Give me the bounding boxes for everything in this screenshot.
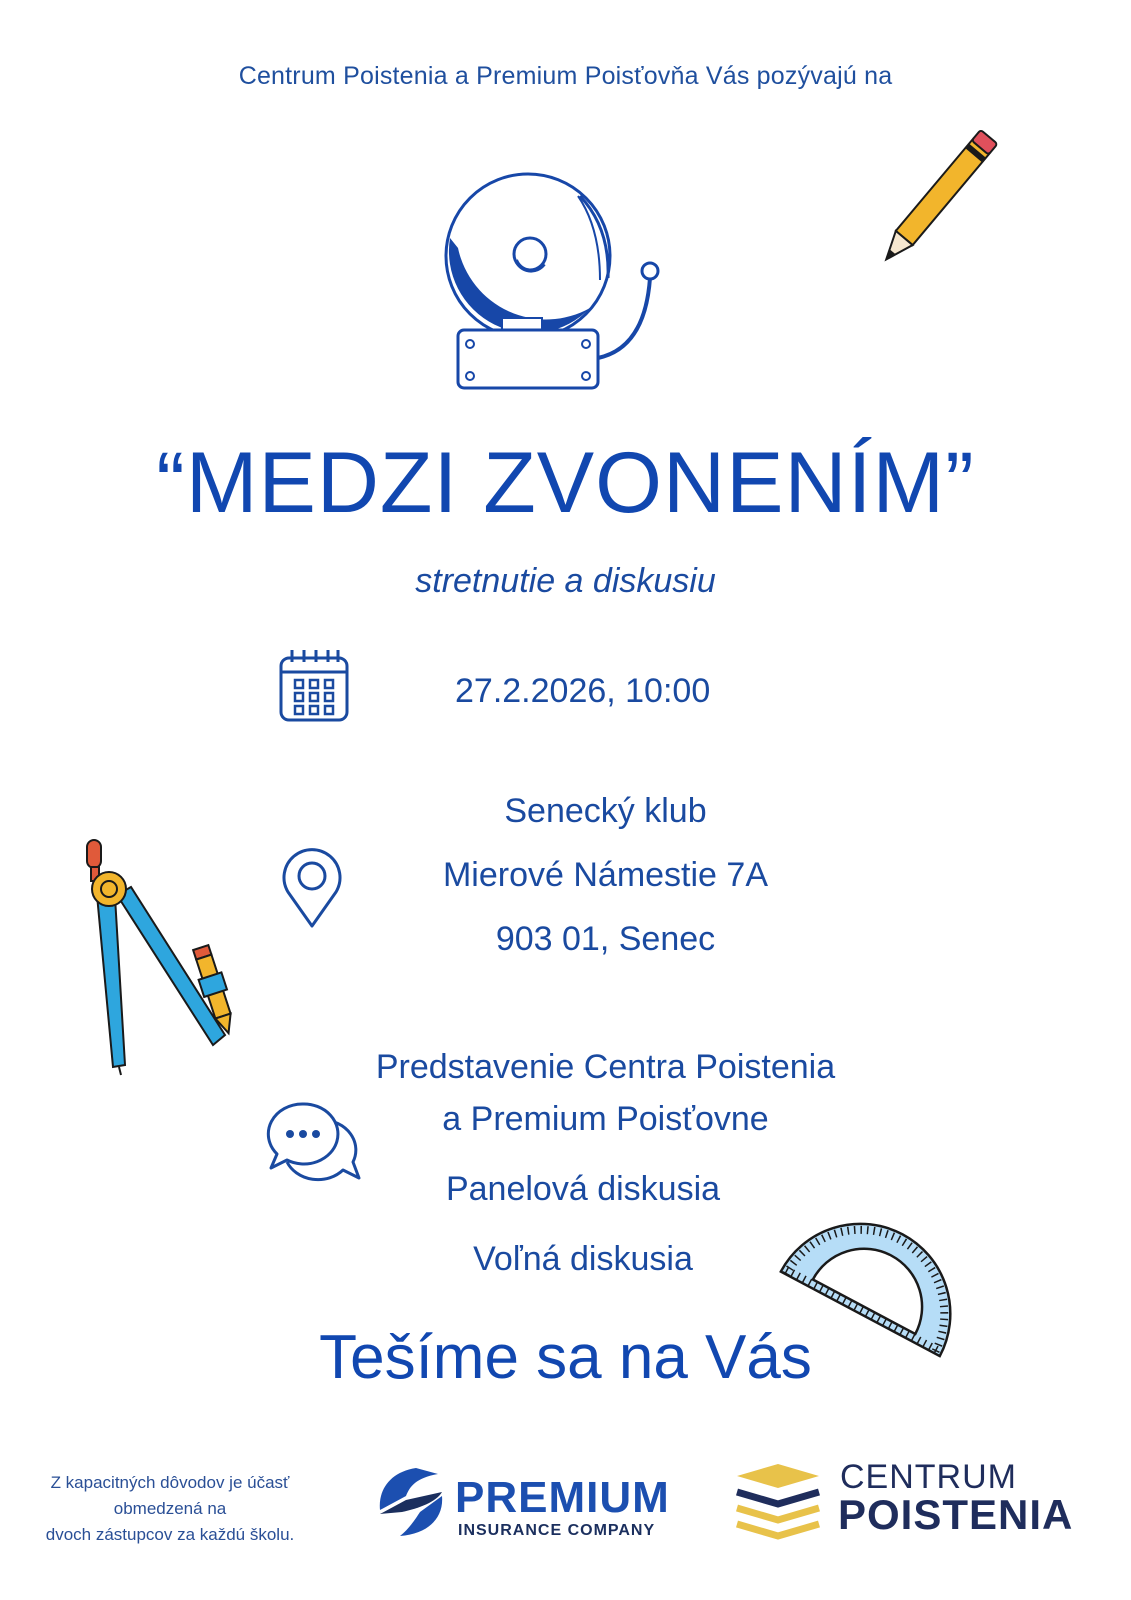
event-datetime: 27.2.2026, 10:00 xyxy=(455,672,711,710)
note-line: dvoch zástupcov za každú školu. xyxy=(45,1525,295,1544)
school-bell-icon xyxy=(440,168,670,398)
centrum-logo-line2: POISTENIA xyxy=(838,1491,1074,1538)
location-venue: Senecký klub xyxy=(504,792,707,830)
note-line: obmedzená na xyxy=(113,1499,227,1518)
location-city: 903 01, Senec xyxy=(495,920,716,958)
event-title: “MEDZI ZVONENÍM” xyxy=(156,435,975,531)
pencil-icon xyxy=(870,105,1030,265)
note-line: Z kapacitných dôvodov je účasť xyxy=(50,1473,290,1492)
centrum-logo-line1: CENTRUM xyxy=(840,1458,1017,1496)
program-item: Predstavenie Centra Poistenia xyxy=(375,1048,836,1086)
premium-logo-subtitle: INSURANCE COMPANY xyxy=(458,1522,656,1539)
program-item: Panelová diskusia xyxy=(445,1170,721,1208)
centrum-logo-icon xyxy=(735,1462,821,1540)
event-subtitle: stretnutie a diskusiu xyxy=(415,562,716,600)
capacity-note xyxy=(20,1470,320,1548)
premium-logo-name: PREMIUM xyxy=(455,1473,670,1522)
program-item: a Premium Poisťovne xyxy=(442,1100,769,1138)
premium-logo-icon xyxy=(376,1466,446,1538)
calendar-icon xyxy=(278,648,350,724)
program-item: Voľná diskusia xyxy=(473,1240,693,1278)
drawing-compass-icon xyxy=(75,835,245,1080)
invite-line: Centrum Poistenia a Premium Poisťovňa Vás pozývajú na xyxy=(238,62,893,90)
closing-message: Tešíme sa na Vás xyxy=(319,1323,812,1392)
location-street: Mierové Námestie 7A xyxy=(442,856,768,894)
